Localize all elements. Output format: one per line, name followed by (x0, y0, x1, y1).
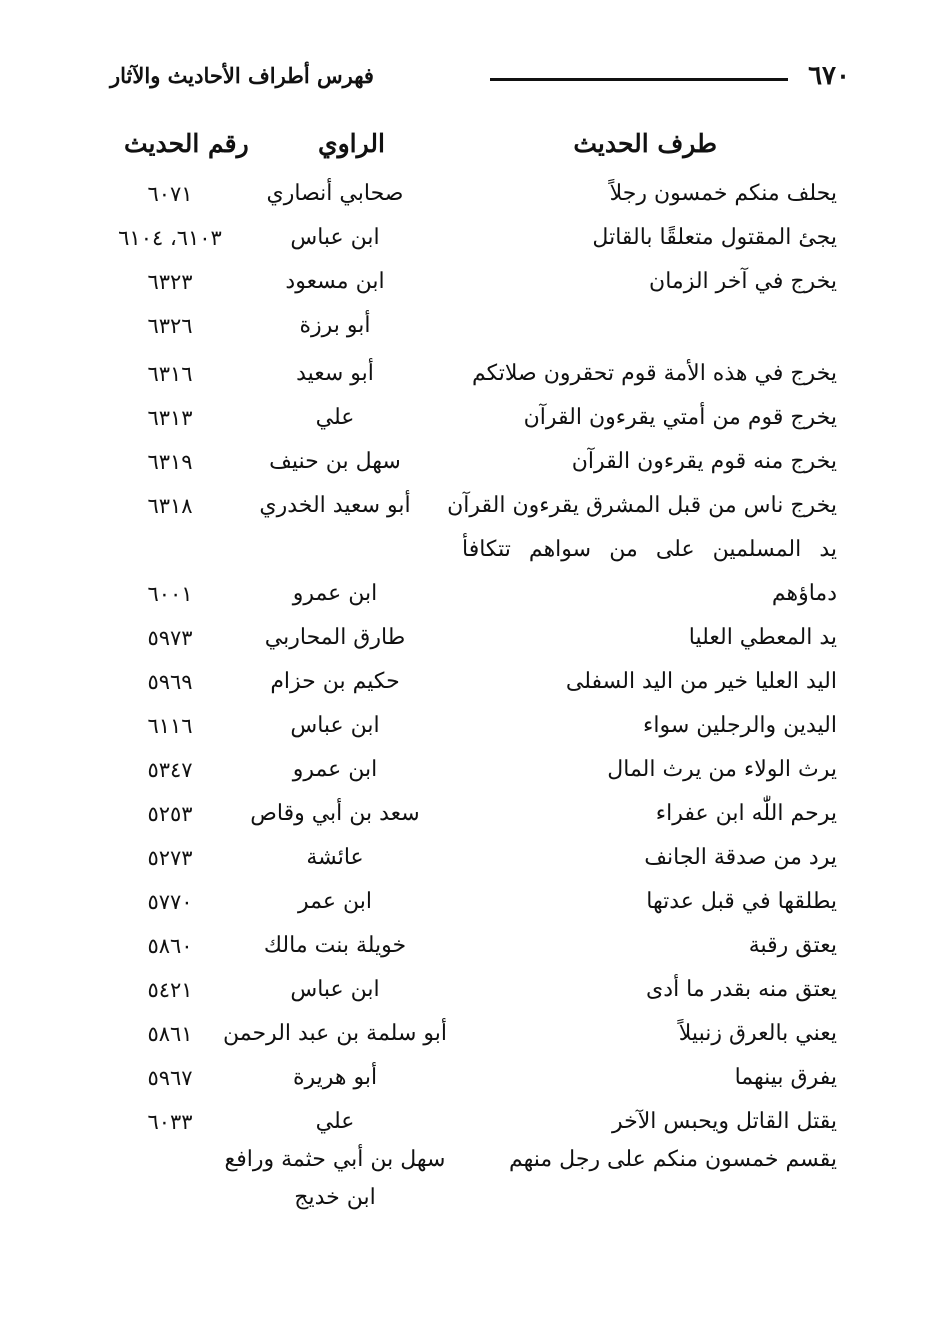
table-row (0, 486, 927, 530)
hadith-text: يحلف منكم خمسون رجلاً (609, 181, 837, 206)
table-row (0, 970, 927, 1014)
column-heading-hadith-text: طرف الحديث (573, 129, 717, 158)
hadith-text: يعتق رقبة (748, 933, 837, 958)
table-row (0, 262, 927, 306)
table-row (0, 662, 927, 706)
hadith-number: ٥٢٥٣ (147, 802, 193, 826)
hadith-number: ٦٣١٨ (147, 494, 193, 518)
hadith-text: اليدين والرجلين سواء (643, 713, 837, 738)
hadith-number: ٦١٠٣، ٦١٠٤ (118, 226, 222, 250)
header-rule (490, 78, 788, 81)
table-row (0, 1178, 927, 1222)
hadith-number: ٦٣١٣ (147, 406, 193, 430)
narrator: صحابي أنصاري (266, 181, 404, 206)
table-row (0, 1014, 927, 1058)
table-row (0, 530, 927, 574)
narrator: عائشة (306, 845, 364, 870)
table-row (0, 838, 927, 882)
narrator: ابن عباس (290, 225, 380, 250)
hadith-text: يخرج ناس من قبل المشرق يقرءون القرآن (447, 493, 837, 518)
table-row (0, 306, 927, 350)
hadith-number: ٥٨٦١ (147, 1022, 193, 1046)
narrator: سعد بن أبي وقاص (250, 801, 420, 826)
narrator: علي (315, 405, 355, 430)
narrator: سهل بن حنيف (269, 449, 401, 474)
hadith-text: يرد من صدقة الجانف (644, 845, 837, 870)
narrator: ابن عمرو (292, 581, 378, 606)
column-headings (0, 124, 927, 168)
hadith-text: يرحم اللّٰه ابن عفراء (655, 801, 837, 826)
hadith-number: ٥٩٦٧ (147, 1066, 193, 1090)
narrator: ابن عمر (298, 889, 372, 914)
hadith-number: ٥٤٢١ (147, 978, 193, 1002)
narrator: ابن عباس (290, 713, 380, 738)
hadith-number: ٥٩٧٣ (147, 626, 193, 650)
hadith-number: ٥٩٦٩ (147, 670, 193, 694)
hadith-text: يقسم خمسون منكم على رجل منهم (508, 1147, 837, 1172)
hadith-number: ٥٢٧٣ (147, 846, 193, 870)
hadith-number: ٦٣١٦ (147, 362, 193, 386)
narrator: ابن مسعود (285, 269, 385, 294)
hadith-text: يقتل القاتل ويحبس الآخر (612, 1109, 837, 1134)
table-row (0, 1058, 927, 1102)
table-row (0, 398, 927, 442)
hadith-number: ٦٣٢٣ (147, 270, 193, 294)
hadith-number: ٦٠٠١ (147, 582, 193, 606)
table-row (0, 750, 927, 794)
table-row (0, 218, 927, 262)
narrator: ابن خديج (294, 1185, 376, 1210)
narrator: علي (315, 1109, 355, 1134)
table-row (0, 574, 927, 618)
table-row (0, 794, 927, 838)
narrator: طارق المحاربي (264, 625, 406, 650)
narrator: أبو برزة (299, 313, 371, 338)
hadith-number: ٦٣١٩ (147, 450, 193, 474)
narrator: أبو سعيد (296, 361, 374, 386)
hadith-text: يعتق منه بقدر ما أدى (646, 977, 837, 1002)
hadith-text: يد المسلمين على من سواهم تتكافأ (462, 537, 837, 562)
hadith-text: يعني بالعرق زنبيلاً (678, 1021, 837, 1046)
column-heading-narrator: الراوي (318, 129, 385, 158)
hadith-number: ٦٠٣٣ (147, 1110, 193, 1134)
column-heading-hadith-number: رقم الحديث (124, 129, 249, 158)
running-header (110, 58, 850, 98)
hadith-text: يد المعطي العليا (688, 625, 837, 650)
table-row (0, 442, 927, 486)
hadith-text: اليد العليا خير من اليد السفلى (565, 669, 837, 694)
hadith-number: ٦٠٧١ (147, 182, 193, 206)
table-row (0, 706, 927, 750)
table-row (0, 174, 927, 218)
hadith-text: يطلقها في قبل عدتها (646, 889, 837, 914)
hadith-text: يجئ المقتول متعلقًا بالقاتل (592, 225, 837, 250)
hadith-number: ٦٣٢٦ (147, 314, 193, 338)
narrator: أبو سعيد الخدري (259, 493, 411, 518)
hadith-number: ٥٨٦٠ (147, 934, 193, 958)
table-row (0, 354, 927, 398)
narrator: حكيم بن حزام (270, 669, 400, 694)
narrator: خويلة بنت مالك (263, 933, 407, 958)
hadith-number: ٦١١٦ (147, 714, 193, 738)
page-number: ٦٧٠ (808, 61, 850, 91)
narrator: أبو سلمة بن عبد الرحمن (222, 1021, 447, 1046)
narrator: ابن عباس (290, 977, 380, 1002)
hadith-text: يفرق بينهما (734, 1065, 837, 1090)
hadith-text: يخرج منه قوم يقرءون القرآن (571, 449, 837, 474)
hadith-text: يخرج في آخر الزمان (649, 269, 837, 294)
narrator: أبو هريرة (292, 1065, 378, 1090)
header-title: فهرس أطراف الأحاديث والآثار (110, 63, 374, 88)
hadith-text: يخرج قوم من أمتي يقرءون القرآن (523, 405, 837, 430)
hadith-text: يخرج في هذه الأمة قوم تحقرون صلاتكم (472, 361, 837, 386)
hadith-text: دماؤهم (771, 581, 837, 606)
table-row (0, 882, 927, 926)
table-row (0, 618, 927, 662)
hadith-text: يرث الولاء من يرث المال (607, 757, 837, 782)
table-row (0, 926, 927, 970)
hadith-number: ٥٧٧٠ (147, 890, 193, 914)
narrator: سهل بن أبي حثمة ورافع (224, 1147, 446, 1172)
narrator: ابن عمرو (292, 757, 378, 782)
hadith-number: ٥٣٤٧ (147, 758, 193, 782)
